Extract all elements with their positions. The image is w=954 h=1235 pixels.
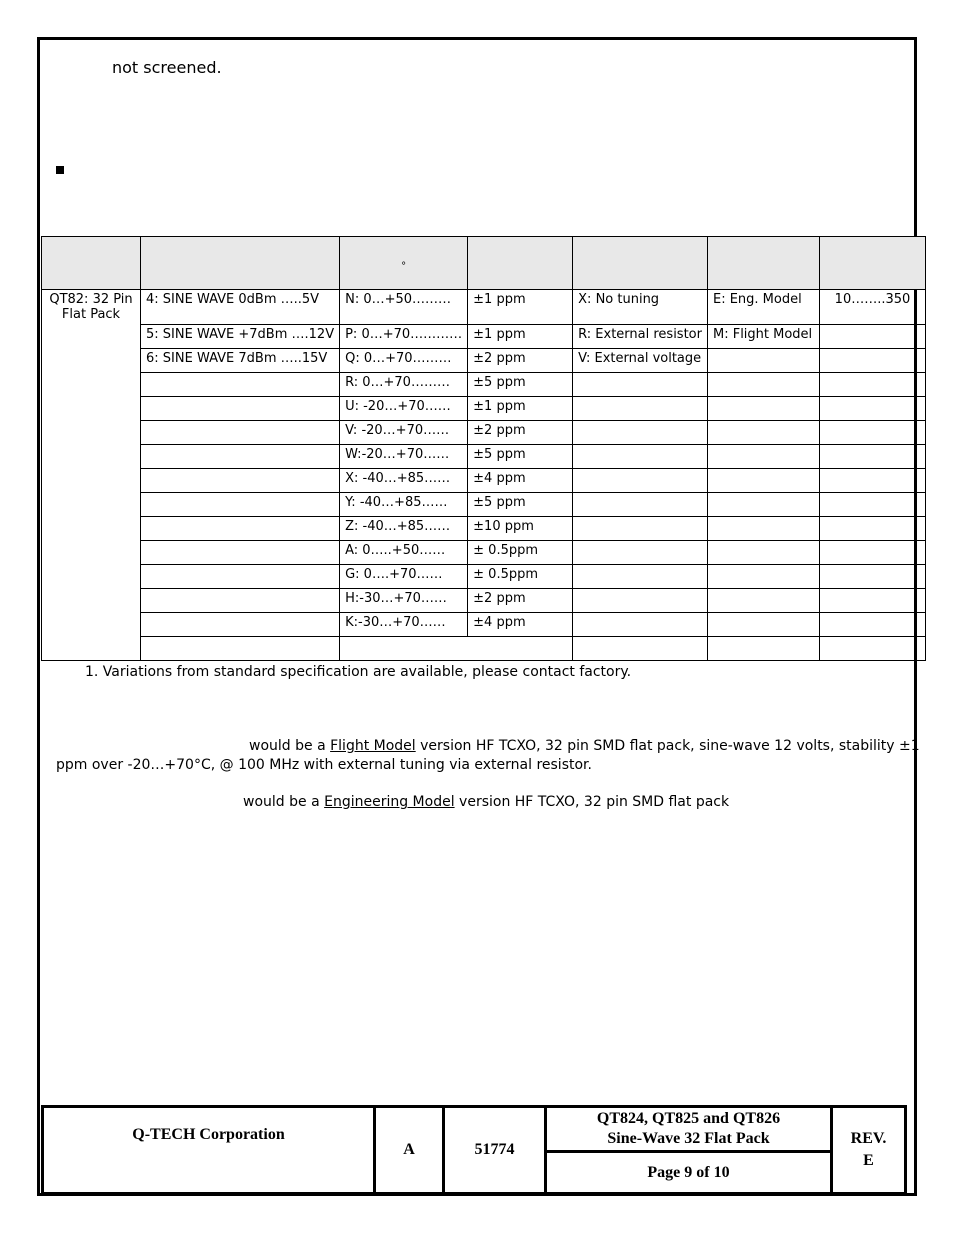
table-row <box>42 541 926 565</box>
table-cell: ±2 ppm <box>468 589 573 613</box>
table-cell <box>819 397 925 421</box>
table-cell <box>707 613 819 637</box>
header-cell <box>141 237 340 290</box>
example-2 <box>243 794 729 810</box>
table-cell: R: External resistor <box>573 325 708 349</box>
table-cell: G: 0….+70…… <box>340 565 468 589</box>
table-cell <box>141 493 340 517</box>
page-number: Page 9 of 10 <box>546 1152 832 1194</box>
table-cell <box>573 445 708 469</box>
table-cell <box>573 589 708 613</box>
table-cell <box>573 397 708 421</box>
table-cell: U: -20…+70…… <box>340 397 468 421</box>
table-cell: ±1 ppm <box>468 325 573 349</box>
table-cell <box>707 397 819 421</box>
table-cell <box>707 589 819 613</box>
table-cell <box>707 541 819 565</box>
table-cell <box>573 421 708 445</box>
revision-cell <box>832 1107 906 1194</box>
table-cell <box>573 517 708 541</box>
table-cell <box>819 493 925 517</box>
table-cell: ±5 ppm <box>468 373 573 397</box>
table-cell <box>141 373 340 397</box>
table-cell: ±4 ppm <box>468 469 573 493</box>
example-2-post: version HF TCXO, 32 pin SMD flat pack <box>454 794 730 810</box>
header-cell <box>819 237 925 290</box>
example-1-post: version HF TCXO, 32 pin SMD flat pack, sine-wave 12 volts, stability ±1 <box>415 738 920 754</box>
table-row <box>42 637 926 661</box>
table-row <box>42 290 926 325</box>
note-1: 1. Variations from standard specification are available, please contact factory. <box>85 664 632 680</box>
company-name: Q-TECH Corporation <box>43 1107 375 1194</box>
table-row <box>42 445 926 469</box>
table-cell: W:-20…+70…… <box>340 445 468 469</box>
table-cell: E: Eng. Model <box>707 290 819 325</box>
table-cell: QT82: 32 Pin Flat Pack <box>42 290 141 661</box>
example-1-pre: would be a <box>249 738 331 754</box>
table-cell: 4: SINE WAVE 0dBm …..5V <box>141 290 340 325</box>
table-cell: V: External voltage <box>573 349 708 373</box>
example-1-line-1 <box>249 738 920 754</box>
table-cell <box>819 517 925 541</box>
table-row <box>42 613 926 637</box>
table-cell: N: 0…+50……… <box>340 290 468 325</box>
example-1-model: Flight Model <box>330 738 416 754</box>
table-row <box>42 397 926 421</box>
table-cell <box>573 565 708 589</box>
table-cell <box>819 349 925 373</box>
table-cell: ±2 ppm <box>468 421 573 445</box>
table-cell <box>141 541 340 565</box>
header-cell <box>707 237 819 290</box>
header-cell <box>468 237 573 290</box>
table-cell: 10……..350 <box>819 290 925 325</box>
size-cell: A <box>375 1107 444 1194</box>
table-cell <box>707 421 819 445</box>
table-cell <box>819 421 925 445</box>
title-line-1: QT824, QT825 and QT826 <box>596 1110 781 1127</box>
table-row <box>42 373 926 397</box>
table-cell: Q: 0…+70……… <box>340 349 468 373</box>
degree-symbol: ° <box>401 261 407 272</box>
table-cell: ± 0.5ppm <box>468 541 573 565</box>
table-row <box>42 565 926 589</box>
table-cell: 6: SINE WAVE 7dBm …..15V <box>141 349 340 373</box>
table-cell <box>819 541 925 565</box>
table-row <box>42 589 926 613</box>
document-title <box>546 1107 832 1152</box>
table-row <box>42 469 926 493</box>
table-cell <box>141 397 340 421</box>
table-cell <box>141 445 340 469</box>
table-cell <box>819 445 925 469</box>
table-cell: P: 0…+70………… <box>340 325 468 349</box>
table-cell <box>141 517 340 541</box>
table-cell <box>573 493 708 517</box>
table-cell <box>819 469 925 493</box>
header-cell <box>573 237 708 290</box>
table-cell: R: 0…+70……… <box>340 373 468 397</box>
example-2-model: Engineering Model <box>324 794 455 810</box>
table-cell <box>707 637 819 661</box>
table-cell: 5: SINE WAVE +7dBm ….12V <box>141 325 340 349</box>
table-cell <box>819 325 925 349</box>
table-cell <box>141 565 340 589</box>
top-text: not screened. <box>112 58 222 77</box>
table-cell <box>141 421 340 445</box>
code-cell: 51774 <box>444 1107 546 1194</box>
table-cell <box>707 373 819 397</box>
table-cell <box>819 613 925 637</box>
table-row <box>42 325 926 349</box>
table-row <box>42 421 926 445</box>
table-cell: ±5 ppm <box>468 493 573 517</box>
table-header-row <box>42 237 926 290</box>
table-cell <box>819 637 925 661</box>
table-cell: ± 0.5ppm <box>468 565 573 589</box>
table-cell: X: No tuning <box>573 290 708 325</box>
table-cell <box>141 589 340 613</box>
table-row <box>42 493 926 517</box>
table-cell: ±4 ppm <box>468 613 573 637</box>
table-cell: X: -40…+85…… <box>340 469 468 493</box>
table-cell: M: Flight Model <box>707 325 819 349</box>
table-cell: Z: -40…+85…… <box>340 517 468 541</box>
table-cell: ±1 ppm <box>468 397 573 421</box>
table-cell <box>707 445 819 469</box>
example-1-line-2: ppm over -20…+70°C, @ 100 MHz with external tuning via external resistor. <box>56 757 592 773</box>
title-line-2: Sine-Wave 32 Flat Pack <box>607 1130 770 1147</box>
table-cell <box>707 517 819 541</box>
table-cell <box>141 637 340 661</box>
table-cell <box>819 589 925 613</box>
header-cell <box>340 237 468 290</box>
table-cell: ±5 ppm <box>468 445 573 469</box>
ordering-code-table <box>41 236 926 661</box>
table-cell: ±1 ppm <box>468 290 573 325</box>
title-block <box>41 1105 907 1195</box>
table-cell: A: 0…..+50…… <box>340 541 468 565</box>
table-cell: ±10 ppm <box>468 517 573 541</box>
table-cell <box>340 637 573 661</box>
table-cell <box>819 565 925 589</box>
table-cell <box>707 469 819 493</box>
table-cell: V: -20…+70…… <box>340 421 468 445</box>
table-cell <box>573 469 708 493</box>
example-2-pre: would be a <box>243 794 325 810</box>
table-cell <box>707 493 819 517</box>
table-cell <box>573 637 708 661</box>
table-cell: K:-30…+70…… <box>340 613 468 637</box>
table-cell <box>573 613 708 637</box>
rev-label: REV. <box>850 1130 887 1147</box>
header-cell <box>42 237 141 290</box>
table-cell: H:-30…+70…… <box>340 589 468 613</box>
table-cell: ±2 ppm <box>468 349 573 373</box>
bullet-icon <box>56 166 64 174</box>
table-cell <box>141 469 340 493</box>
table-cell <box>707 349 819 373</box>
table-cell <box>573 373 708 397</box>
table-row <box>42 517 926 541</box>
table-cell <box>573 541 708 565</box>
table-cell: Y: -40…+85…… <box>340 493 468 517</box>
rev-value: E <box>863 1152 874 1169</box>
table-cell <box>707 565 819 589</box>
table-cell <box>819 373 925 397</box>
table-cell <box>141 613 340 637</box>
table-row <box>42 349 926 373</box>
